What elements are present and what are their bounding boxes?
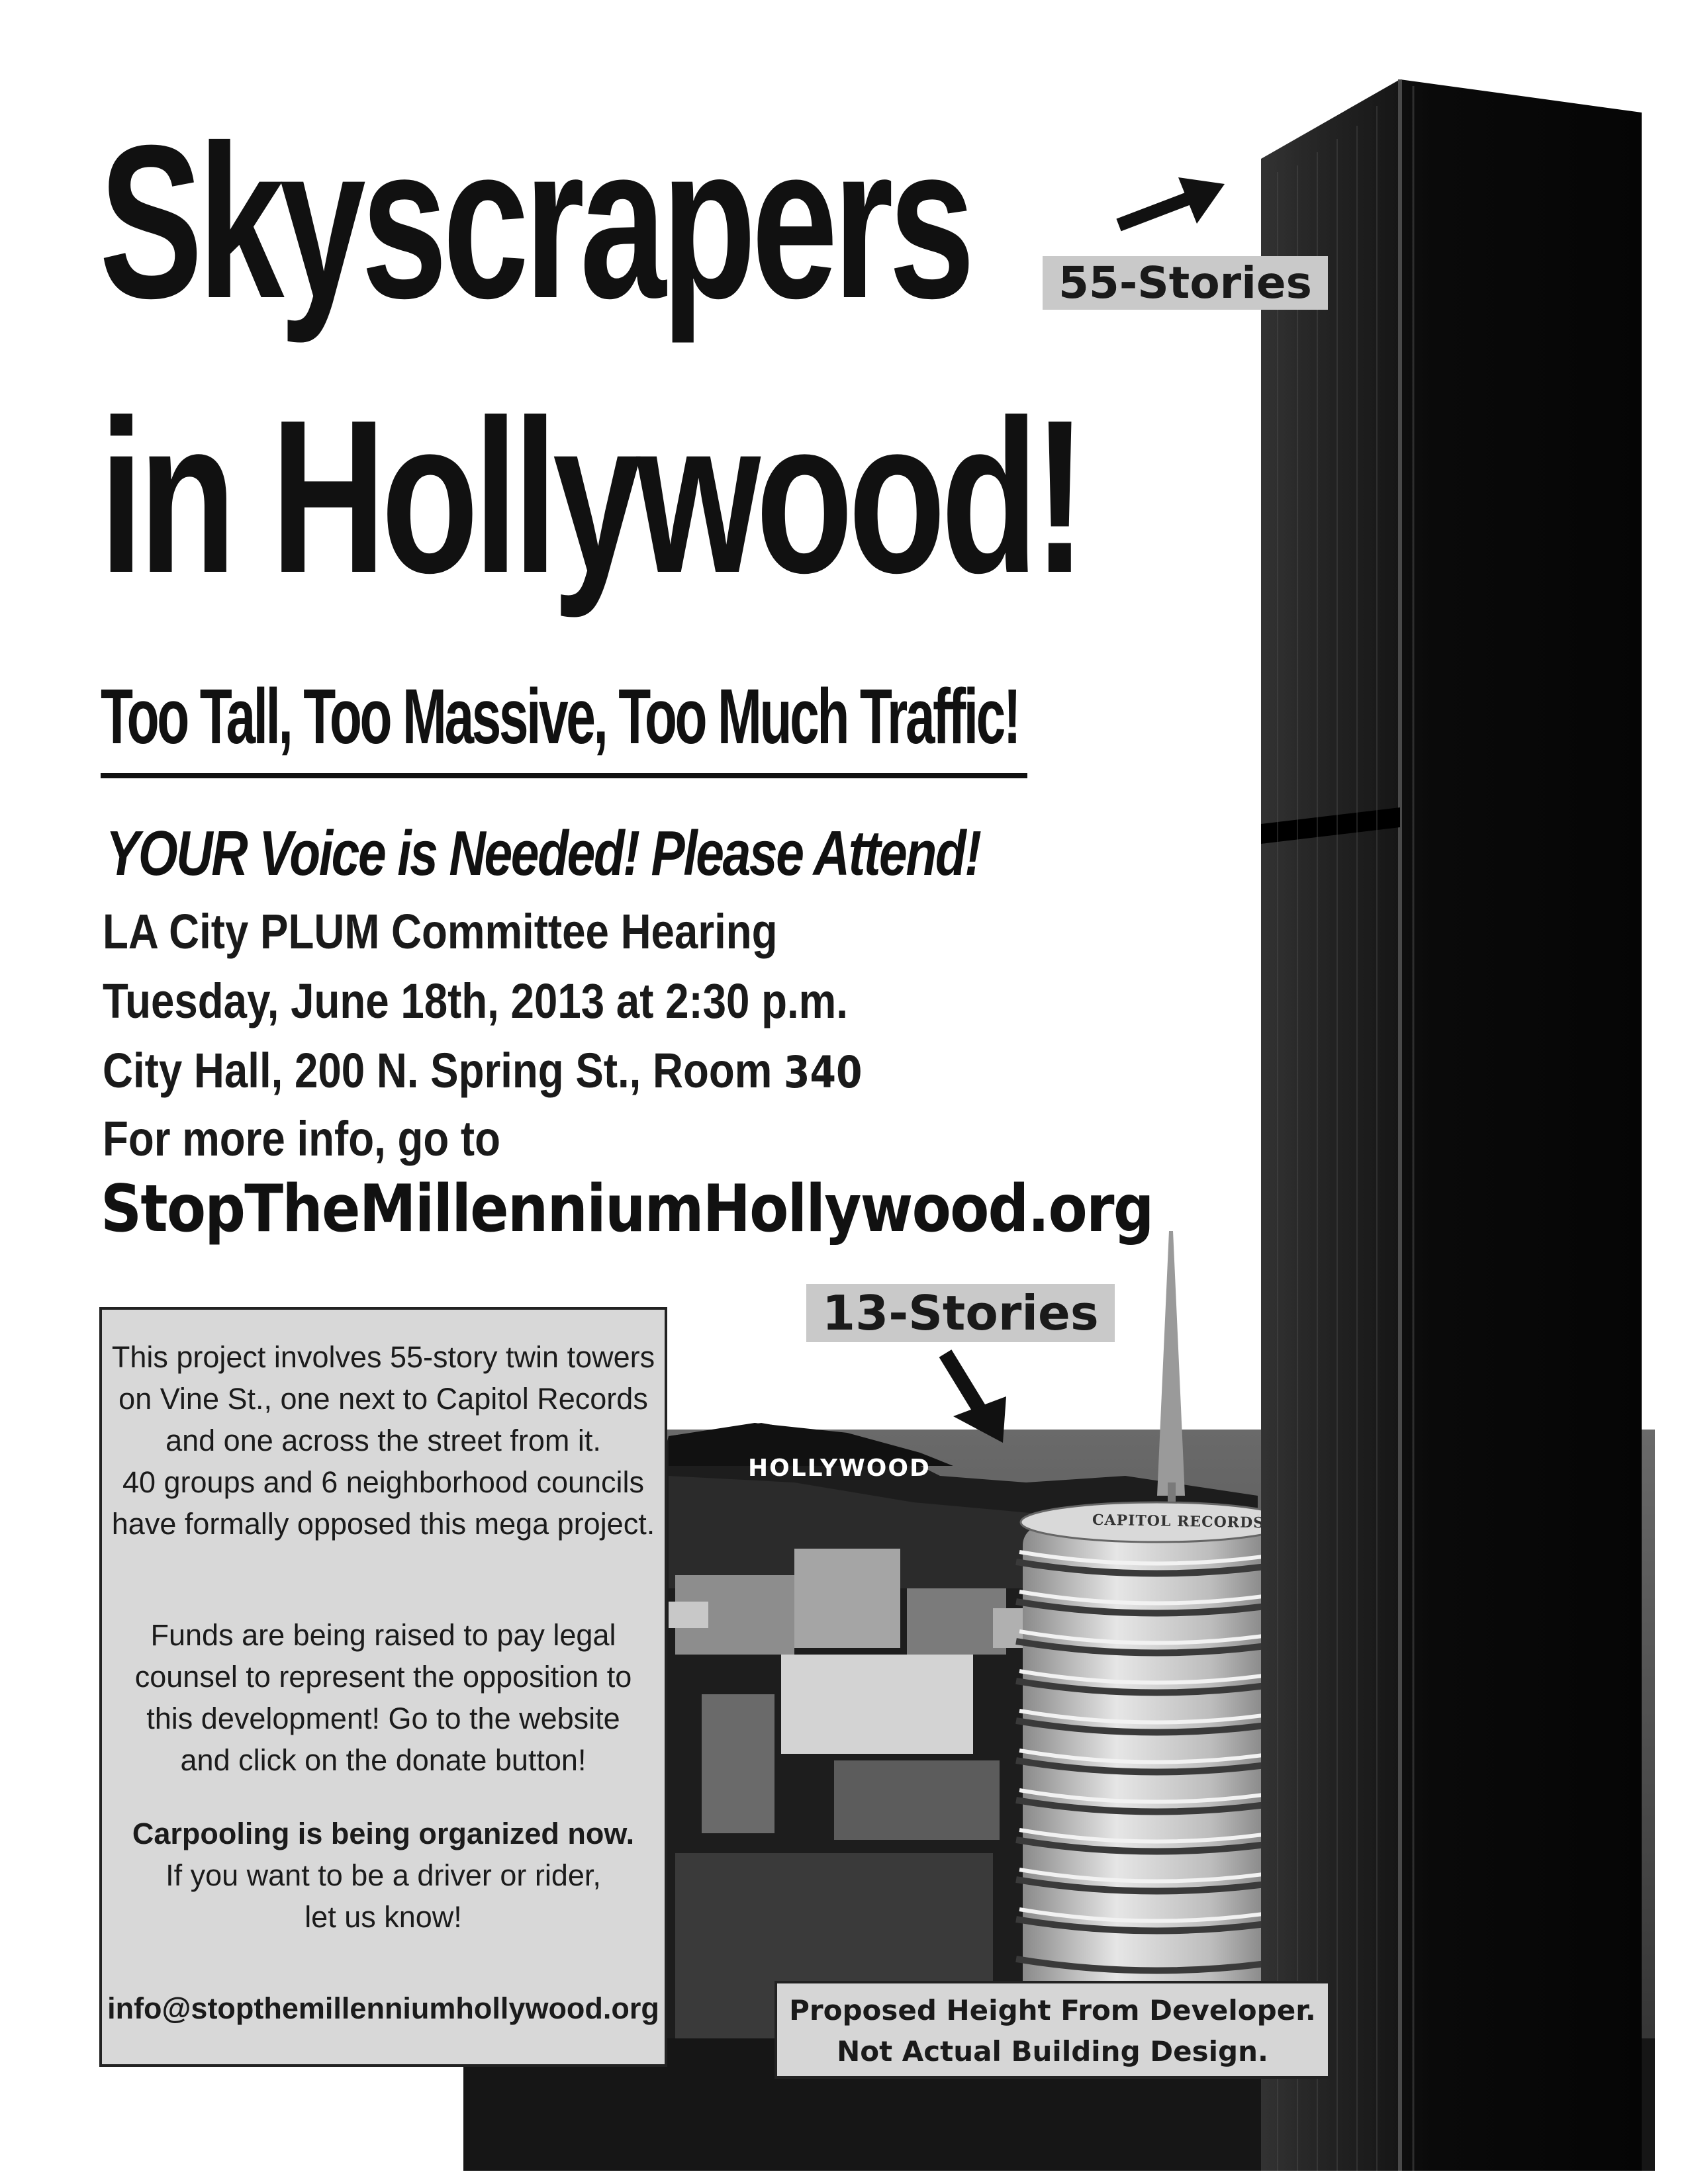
- tower-height-label: 55-Stories: [1043, 256, 1328, 310]
- fundraising-note: [102, 1614, 665, 1781]
- info-line: and one across the street from it.: [165, 1424, 601, 1457]
- info-line: on Vine St., one next to Capitol Records: [118, 1382, 648, 1416]
- info-line: This project involves 55-story twin towers: [111, 1340, 655, 1374]
- info-box: [99, 1307, 667, 2067]
- info-line: let us know!: [305, 1900, 462, 1934]
- capitol-height-label: 13-Stories: [806, 1284, 1115, 1342]
- room-number: 340: [784, 1047, 863, 1098]
- hearing-name: LA City PLUM Committee Hearing: [103, 904, 778, 959]
- headline-line-2: in Hollywood!: [99, 374, 1082, 618]
- info-line: and click on the donate button!: [180, 1743, 586, 1777]
- hollywood-sign: HOLLYWOOD: [748, 1455, 931, 1482]
- capitol-records-sign: CAPITOL RECORDS: [1092, 1511, 1265, 1532]
- headline-line-1: Skyscrapers: [99, 99, 970, 343]
- info-line: this development! Go to the website: [146, 1702, 620, 1735]
- tagline-divider: [101, 773, 1027, 778]
- carpool-note: [102, 1813, 665, 1938]
- info-line: have formally opposed this mega project.: [111, 1507, 655, 1541]
- hearing-location: [103, 1042, 863, 1099]
- project-description: [102, 1336, 665, 1545]
- arrow-to-tower-top: [1119, 177, 1225, 225]
- capitol-records-building: [1016, 1502, 1297, 2055]
- contact-email[interactable]: info@stopthemillenniumhollywood.org: [107, 1991, 659, 2025]
- disclaimer-line: Proposed Height From Developer.: [789, 1994, 1316, 2026]
- info-line: Funds are being raised to pay legal: [150, 1618, 616, 1652]
- disclaimer-box: [774, 1981, 1331, 2079]
- tagline: Too Tall, Too Massive, Too Much Traffic!: [101, 673, 1019, 760]
- carpool-heading: Carpooling is being organized now.: [132, 1817, 635, 1850]
- call-to-action: YOUR Voice is Needed! Please Attend!: [106, 818, 980, 889]
- disclaimer-line: Not Actual Building Design.: [837, 2035, 1268, 2068]
- hearing-date-time: Tuesday, June 18th, 2013 at 2:30 p.m.: [103, 974, 848, 1028]
- capitol-spire: [1157, 1231, 1185, 1522]
- website-link[interactable]: StopTheMillenniumHollywood.org: [101, 1171, 1153, 1247]
- hearing-location-text: City Hall, 200 N. Spring St., Room: [103, 1043, 773, 1098]
- info-line: 40 groups and 6 neighborhood councils: [122, 1465, 645, 1499]
- arrow-to-capitol-records: [945, 1353, 1006, 1443]
- info-line: If you want to be a driver or rider,: [165, 1858, 601, 1892]
- proposed-tower: [1261, 79, 1642, 2171]
- info-line: counsel to represent the opposition to: [134, 1660, 632, 1694]
- more-info-text: For more info, go to: [103, 1111, 500, 1166]
